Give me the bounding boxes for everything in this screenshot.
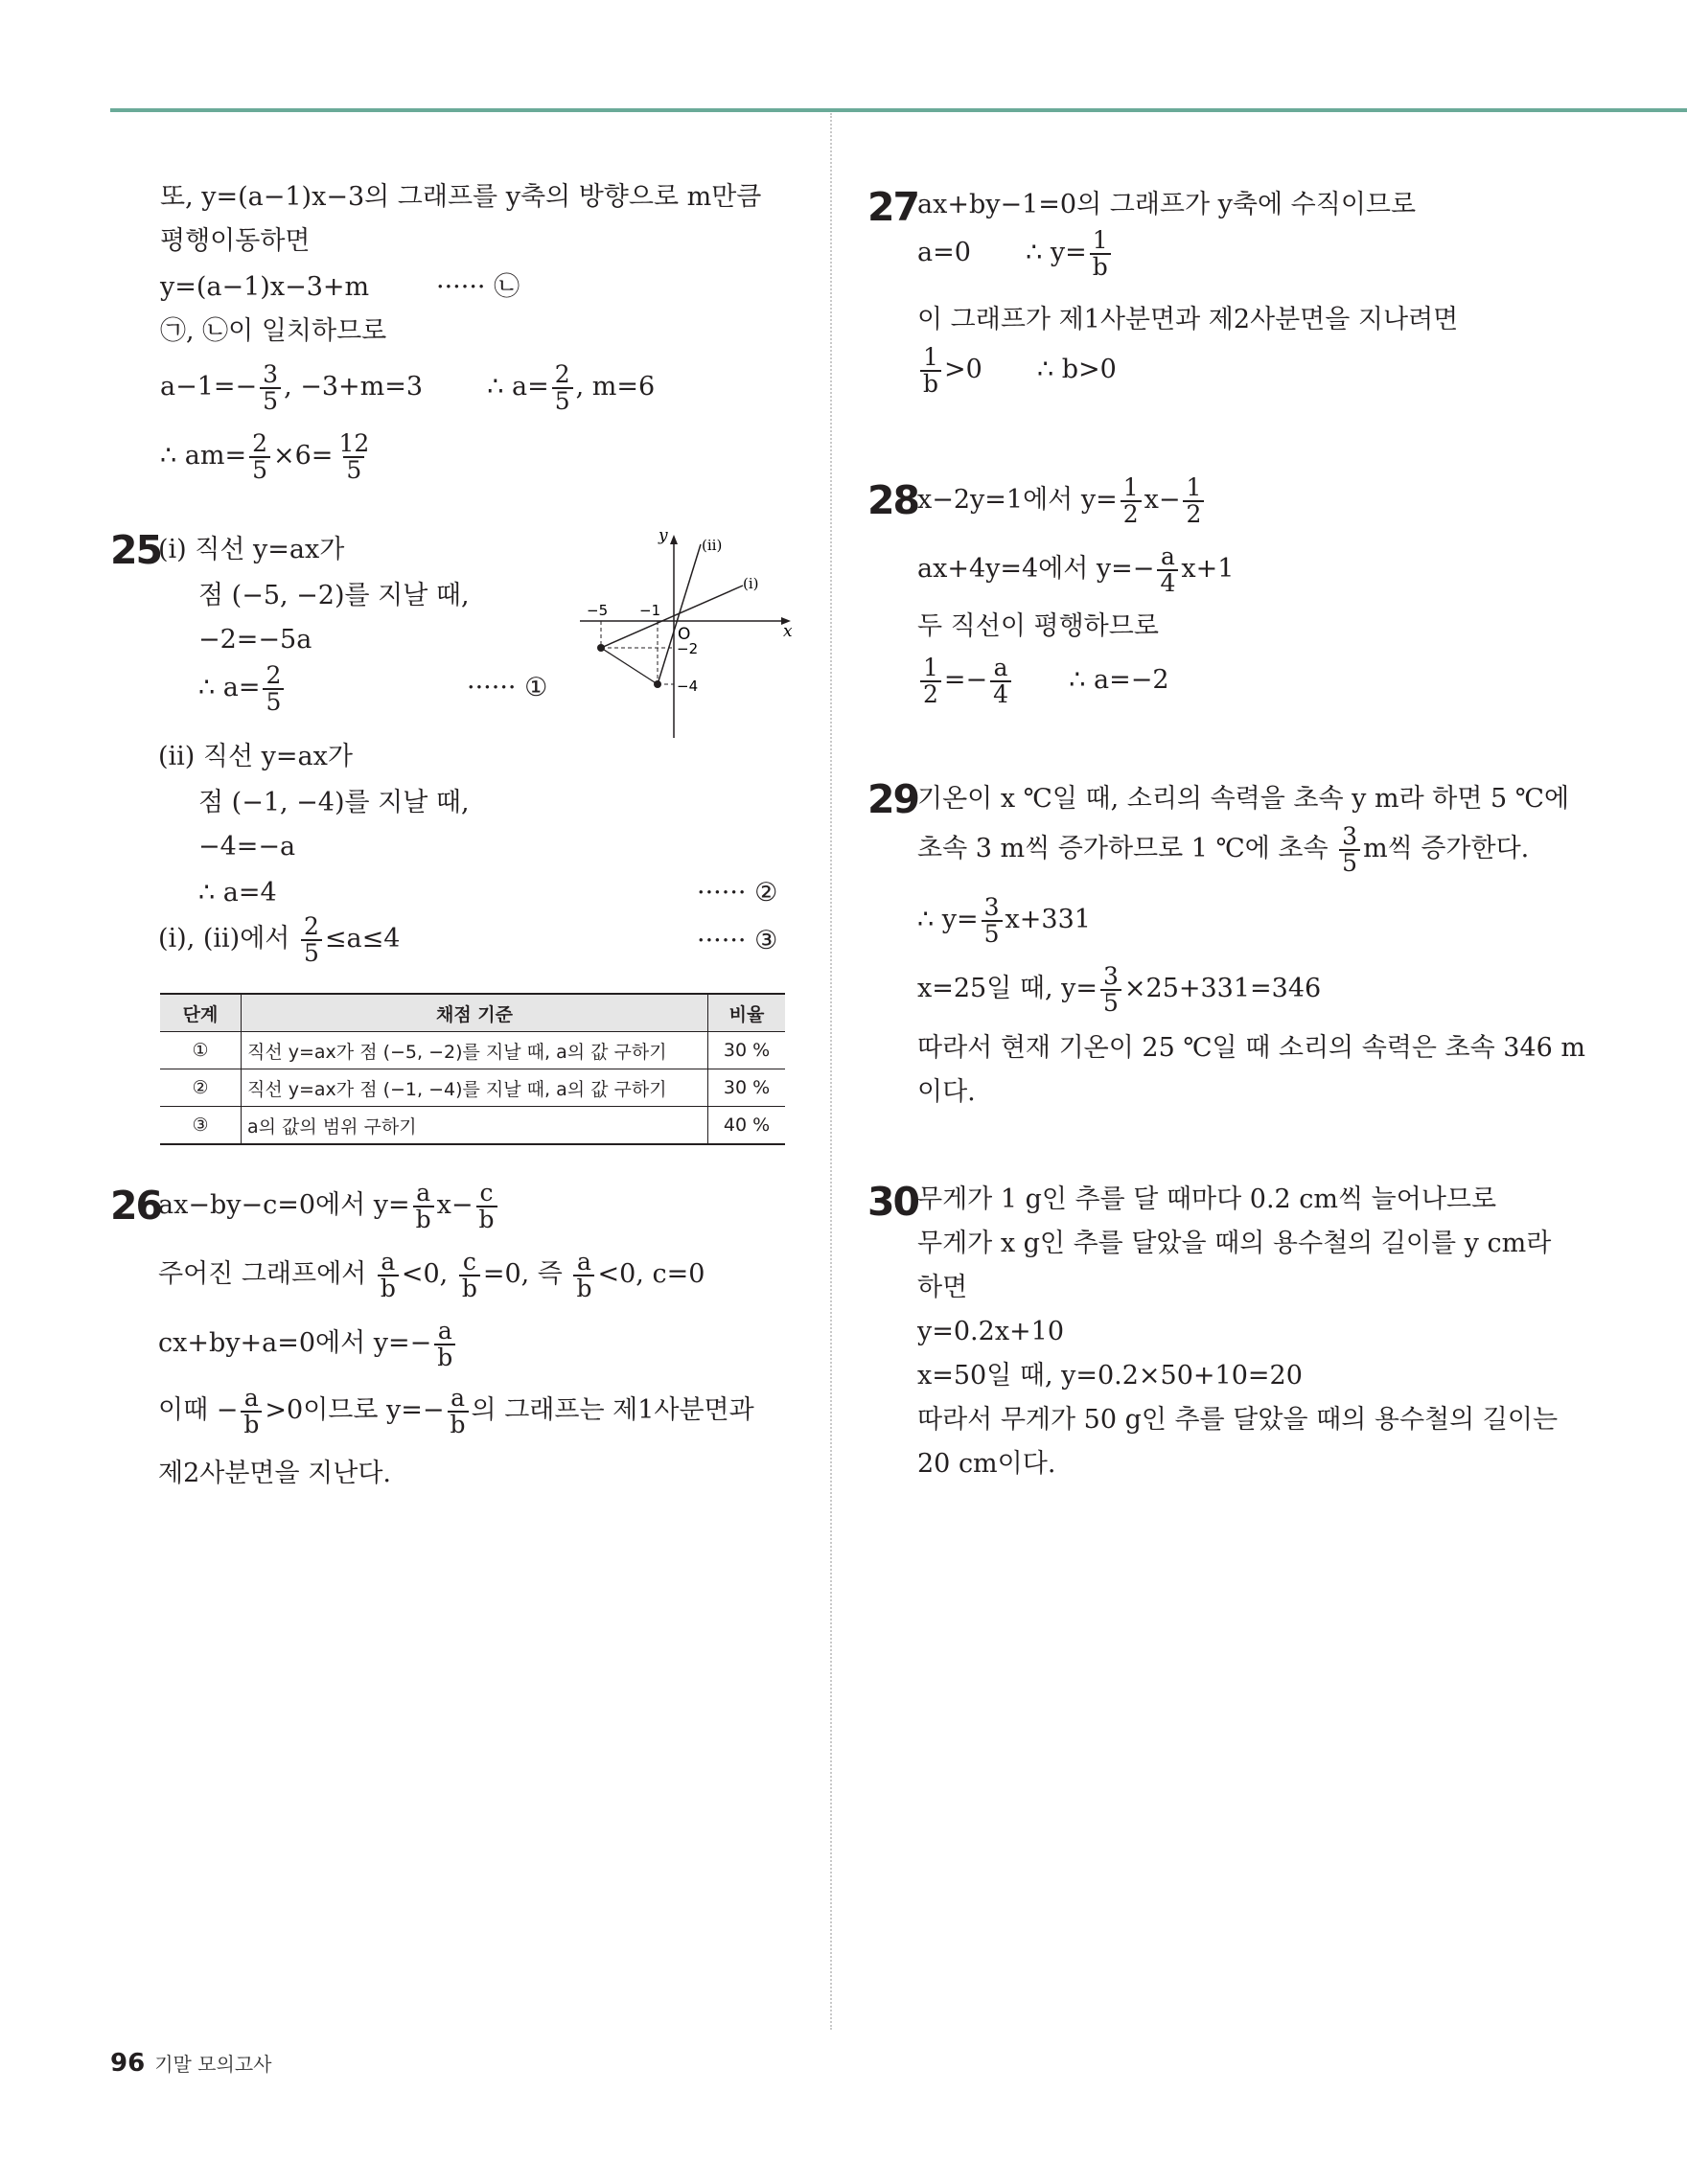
header-step: 단계 — [160, 994, 242, 1032]
q24-line5: a−1=− $\frac{3}{5}$ , −3+m=3 ∴ a= $\frac{2}{5}$ , m=6 — [160, 359, 656, 415]
question-number-29: 29 — [867, 776, 919, 822]
fraction: $\frac{a}{4}$ — [1157, 544, 1178, 596]
fraction: $\frac{a}{b}$ — [448, 1386, 469, 1437]
line-ii-label: (ⅱ) — [702, 537, 723, 554]
q25-line1: (ⅰ) 직선 y=ax가 — [158, 535, 345, 564]
q25-line4: ∴ a= $\frac{2}{5}$ — [198, 659, 287, 717]
tick-minus4: −4 — [677, 678, 699, 695]
q25-line9: (ⅰ), (ⅱ)에서 $\frac{2}{5}$ ≤a≤4 — [158, 911, 401, 967]
header-ratio: 비율 — [708, 994, 786, 1032]
question-number-25: 25 — [110, 527, 162, 573]
q25-line5: (ⅱ) 직선 y=ax가 — [158, 742, 353, 771]
q24-line4: ㉠, ㉡이 일치하므로 — [160, 316, 387, 346]
fraction: $\frac{12}{5}$ — [338, 428, 370, 484]
q30-line1: 무게가 1 g인 추를 달 때마다 0.2 cm씩 늘어나므로 — [917, 1184, 1497, 1214]
q25-line6: 점 (−1, −4)를 지날 때, — [198, 788, 470, 817]
q27-line3: 이 그래프가 제1사분면과 제2사분면을 지나려면 — [917, 305, 1459, 334]
page-number: 96 — [110, 2049, 146, 2078]
column-divider — [830, 113, 832, 2030]
q25-criteria-table — [160, 993, 785, 1145]
q29-line1: 기온이 x ℃일 때, 소리의 속력을 초속 y m라 하면 5 ℃에 — [917, 784, 1570, 814]
table-row — [160, 1107, 785, 1145]
q26-line5: 제2사분면을 지난다. — [158, 1459, 391, 1488]
q28-line3: 두 직선이 평행하므로 — [917, 611, 1159, 641]
ratio-cell: 40 % — [708, 1107, 786, 1145]
q29-line2: 초속 3 m씩 증가하므로 1 ℃에 초속 $\frac{3}{5}$ m씩 증가한다. — [917, 821, 1530, 877]
q24-line1: 또, y=(a−1)x−3의 그래프를 y축의 방향으로 m만큼 — [160, 182, 762, 212]
point-minus1-minus4 — [654, 680, 661, 688]
line-ii — [658, 544, 701, 684]
fraction: $\frac{c}{b}$ — [476, 1181, 497, 1232]
page-footer — [110, 2048, 271, 2078]
q25-marker-1: ······ ① — [467, 673, 548, 702]
q25-graph — [580, 527, 800, 738]
question-number-30: 30 — [867, 1179, 919, 1225]
q24-line3: y=(a−1)x−3+m — [160, 272, 370, 302]
fraction: $\frac{3}{5}$ — [1339, 824, 1360, 876]
q30-line4: y=0.2x+10 — [917, 1317, 1065, 1346]
q25-line7: −4=−a — [198, 832, 296, 862]
fraction: $\frac{1}{b}$ — [920, 345, 941, 397]
question-number-26: 26 — [110, 1183, 162, 1229]
point-minus5-minus2 — [597, 644, 605, 652]
fraction: $\frac{a}{b}$ — [434, 1319, 455, 1370]
fraction: $\frac{a}{b}$ — [241, 1386, 262, 1437]
criteria-cell: 직선 y=ax가 점 (−5, −2)를 지날 때, a의 값 구하기 — [242, 1032, 708, 1069]
q29-line6: 이다. — [917, 1077, 976, 1107]
q26-line1: ax−by−c=0에서 y= $\frac{a}{b}$ x− $\frac{c}{b}$ — [158, 1177, 500, 1234]
x-axis-label: x — [783, 622, 793, 641]
step-cell: ② — [160, 1069, 242, 1107]
q27-line4: $\frac{1}{b}$ >0 ∴ b>0 — [917, 341, 1117, 399]
fraction: $\frac{1}{b}$ — [1090, 228, 1111, 280]
q29-line3: ∴ y= $\frac{3}{5}$ x+331 — [917, 892, 1091, 948]
ratio-cell: 30 % — [708, 1032, 786, 1069]
q27-line2: a=0 ∴ y= $\frac{1}{b}$ — [917, 224, 1114, 282]
q24-line6: ∴ am= $\frac{2}{5}$ ×6= $\frac{12}{5}$ — [160, 427, 375, 485]
fraction: $\frac{1}{2}$ — [1121, 475, 1142, 527]
q28-line2: ax+4y=4에서 y=− $\frac{a}{4}$ x+1 — [917, 541, 1235, 597]
fraction: $\frac{1}{2}$ — [1183, 475, 1204, 527]
step-cell: ① — [160, 1032, 242, 1069]
line-i-label: (ⅰ) — [743, 575, 759, 592]
fraction: $\frac{2}{5}$ — [263, 663, 284, 715]
fraction: $\frac{a}{4}$ — [990, 655, 1011, 707]
fraction: $\frac{2}{5}$ — [552, 362, 573, 414]
segment-between-points — [601, 648, 658, 684]
tick-minus2: −2 — [677, 640, 699, 657]
table-row — [160, 1069, 785, 1107]
q30-line5: x=50일 때, y=0.2×50+10=20 — [917, 1361, 1303, 1391]
q25-line3: −2=−5a — [198, 625, 312, 655]
header-criteria: 채점 기준 — [242, 994, 708, 1032]
q27-line1: ax+by−1=0의 그래프가 y축에 수직이므로 — [917, 190, 1417, 219]
fraction: $\frac{c}{b}$ — [459, 1250, 480, 1301]
q25-marker-2: ······ ② — [697, 878, 778, 908]
question-number-28: 28 — [867, 477, 919, 523]
q25-line8: ∴ a=4 — [198, 878, 277, 908]
q28-line4: $\frac{1}{2}$ =− $\frac{a}{4}$ ∴ a=−2 — [917, 652, 1169, 709]
q24-marker: ······ ㉡ — [436, 272, 520, 302]
tick-minus1: −1 — [639, 602, 661, 619]
q30-line7: 20 cm이다. — [917, 1449, 1056, 1479]
q29-line4: x=25일 때, y= $\frac{3}{5}$ ×25+331=346 — [917, 961, 1322, 1017]
criteria-cell: 직선 y=ax가 점 (−1, −4)를 지날 때, a의 값 구하기 — [242, 1069, 708, 1107]
q24-line2: 평행이동하면 — [160, 226, 311, 256]
y-axis-arrow — [670, 535, 678, 544]
q30-line2: 무게가 x g인 추를 달았을 때의 용수철의 길이를 y cm라 — [917, 1229, 1552, 1258]
fraction: $\frac{a}{b}$ — [573, 1250, 594, 1301]
footer-label: 기말 모의고사 — [154, 2053, 272, 2076]
criteria-cell: a의 값의 범위 구하기 — [242, 1107, 708, 1145]
q26-line4: 이때 − $\frac{a}{b}$ >0이므로 y=− $\frac{a}{b}$ 의 그래프는 제1사분면과 — [158, 1383, 754, 1438]
q26-line3: cx+by+a=0에서 y=− $\frac{a}{b}$ — [158, 1315, 458, 1372]
q25-marker-3: ······ ③ — [697, 926, 778, 955]
fraction: $\frac{a}{b}$ — [413, 1181, 434, 1232]
q29-line5: 따라서 현재 기온이 25 ℃일 때 소리의 속력은 초속 346 m — [917, 1033, 1585, 1063]
question-number-27: 27 — [867, 184, 919, 230]
q25-line2: 점 (−5, −2)를 지날 때, — [198, 581, 470, 610]
table-header-row — [160, 994, 785, 1032]
fraction: $\frac{2}{5}$ — [301, 914, 322, 966]
origin-label: O — [678, 625, 691, 644]
step-cell: ③ — [160, 1107, 242, 1145]
q28-line1: x−2y=1에서 y= $\frac{1}{2}$ x− $\frac{1}{2}$ — [917, 471, 1207, 529]
fraction: $\frac{2}{5}$ — [249, 431, 270, 483]
q26-line2: 주어진 그래프에서 $\frac{a}{b}$ <0, $\frac{c}{b}$ =0, 즉 $\frac{a}{b}$ <0, c=0 — [158, 1247, 705, 1302]
table-row — [160, 1032, 785, 1069]
q30-line3: 하면 — [917, 1273, 968, 1302]
tick-minus5: −5 — [587, 602, 609, 619]
fraction: $\frac{3}{5}$ — [1100, 964, 1121, 1016]
ratio-cell: 30 % — [708, 1069, 786, 1107]
fraction: $\frac{a}{b}$ — [378, 1250, 399, 1301]
top-rule — [110, 108, 1687, 112]
fraction: $\frac{3}{5}$ — [260, 362, 281, 414]
q30-line6: 따라서 무게가 50 g인 추를 달았을 때의 용수철의 길이는 — [917, 1405, 1559, 1435]
y-axis-label: y — [659, 527, 668, 545]
fraction: $\frac{1}{2}$ — [920, 655, 941, 707]
fraction: $\frac{3}{5}$ — [982, 895, 1003, 947]
